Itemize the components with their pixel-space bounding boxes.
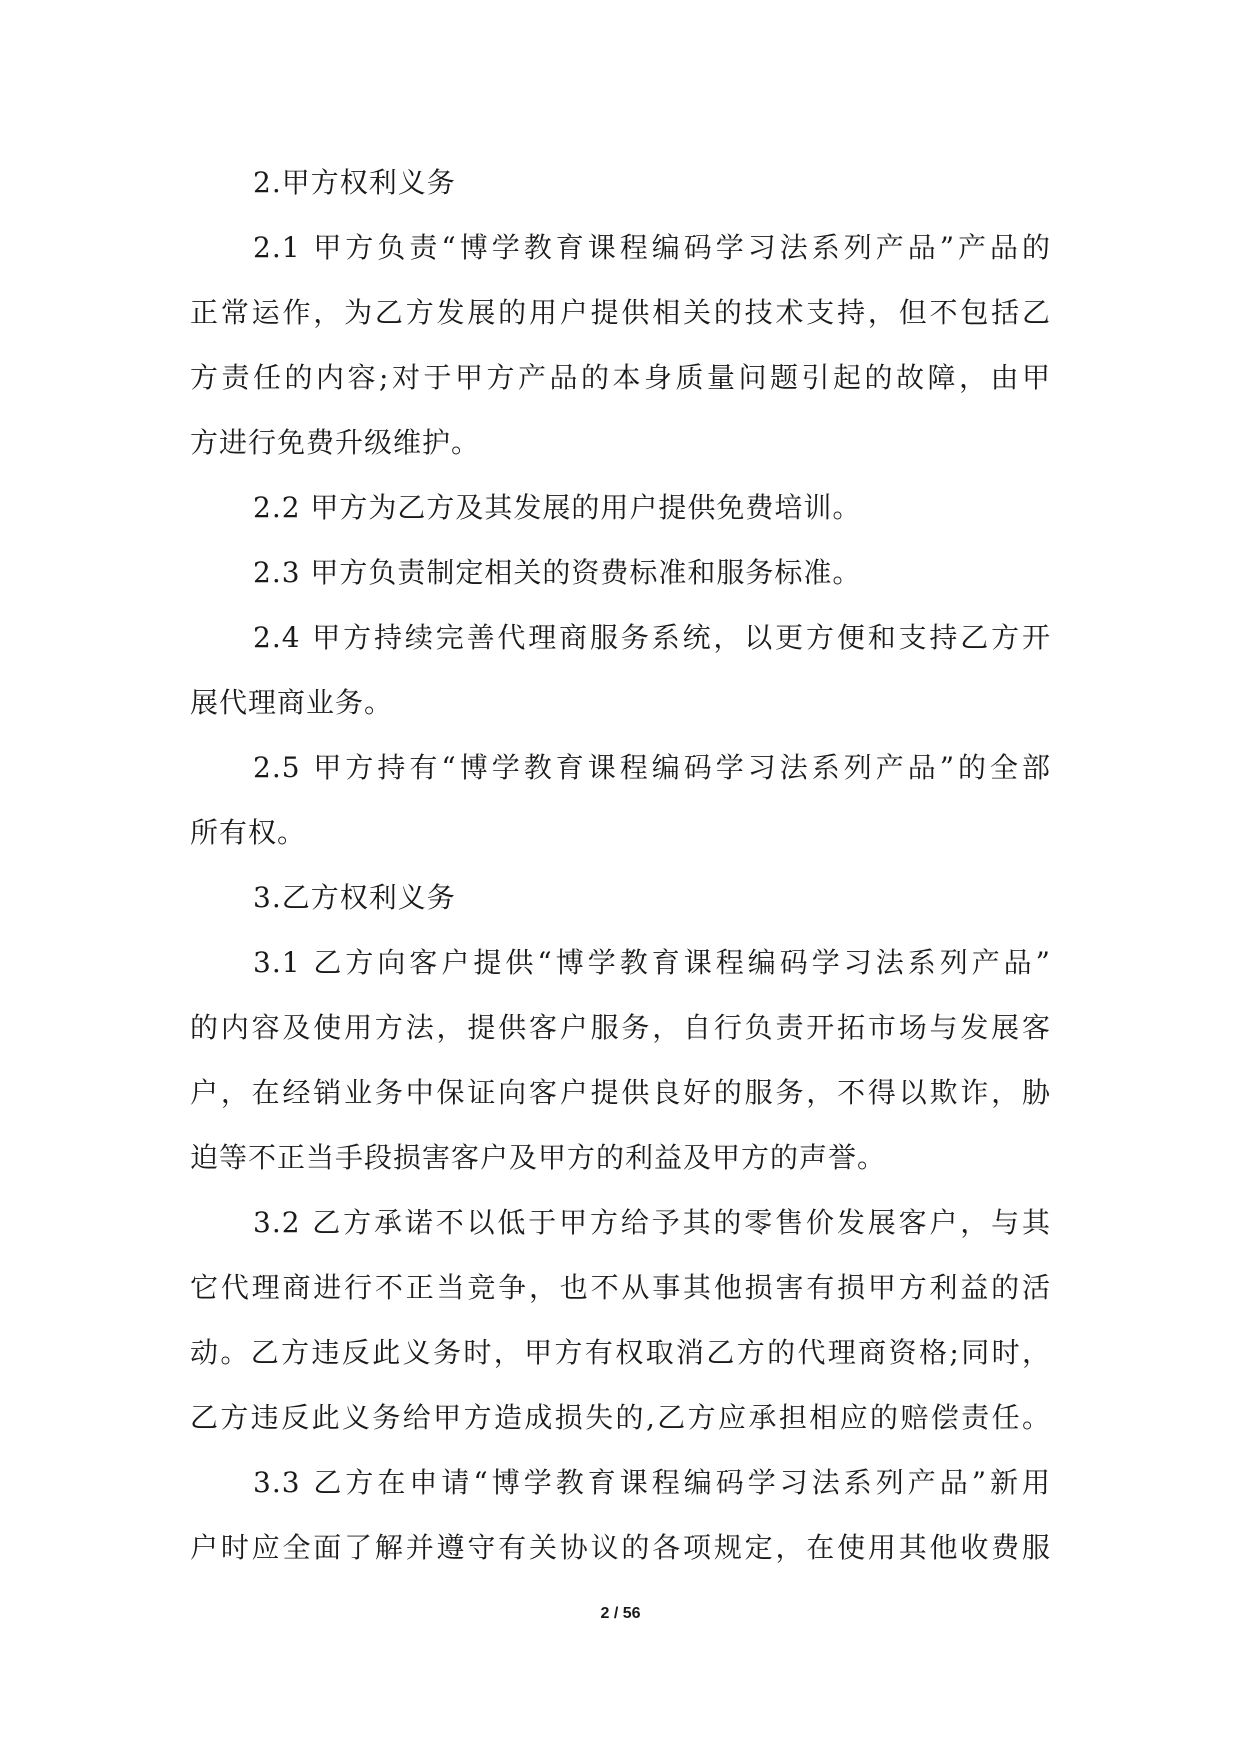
paragraph-3-1	[190, 930, 1051, 1190]
section-heading-3	[190, 865, 1051, 930]
paragraph-line: 2.甲方权利义务	[253, 166, 456, 199]
paragraph-line: 3.1 乙方向客户提供“博学教育课程编码学习法系列产品”	[253, 946, 1051, 979]
paragraph-line: 2.2 甲方为乙方及其发展的用户提供免费培训。	[253, 491, 862, 524]
paragraph-line: 2.1 甲方负责“博学教育课程编码学习法系列产品”产品的	[253, 231, 1051, 264]
paragraph-2-3	[190, 540, 1051, 605]
paragraph-line: 方进行免费升级维护。	[190, 426, 481, 459]
paragraph-2-1	[190, 215, 1051, 475]
paragraph-line: 迫等不正当手段损害客户及甲方的利益及甲方的声誉。	[190, 1141, 887, 1174]
paragraph-line: 动。乙方违反此义务时，甲方有权取消乙方的代理商资格;同时，	[190, 1336, 1051, 1369]
paragraph-line: 3.3 乙方在申请“博学教育课程编码学习法系列产品”新用	[253, 1466, 1051, 1499]
paragraph-line: 正常运作，为乙方发展的用户提供相关的技术支持，但不包括乙	[190, 296, 1051, 329]
paragraph-line: 3.乙方权利义务	[253, 881, 456, 914]
paragraph-line: 3.2 乙方承诺不以低于甲方给予其的零售价发展客户，与其	[253, 1206, 1051, 1239]
paragraph-line: 户时应全面了解并遵守有关协议的各项规定，在使用其他收费服	[190, 1531, 1051, 1564]
paragraph-3-3	[190, 1450, 1051, 1580]
paragraph-2-2	[190, 475, 1051, 540]
paragraph-line: 2.5 甲方持有“博学教育课程编码学习法系列产品”的全部	[253, 751, 1051, 784]
document-body	[190, 150, 1051, 1580]
paragraph-line: 2.4 甲方持续完善代理商服务系统，以更方便和支持乙方开	[253, 621, 1051, 654]
paragraph-line: 方责任的内容;对于甲方产品的本身质量问题引起的故障，由甲	[190, 361, 1051, 394]
paragraph-line: 乙方违反此义务给甲方造成损失的,乙方应承担相应的赔偿责任。	[190, 1401, 1051, 1434]
paragraph-line: 所有权。	[190, 816, 307, 849]
paragraph-2-5	[190, 735, 1051, 865]
paragraph-3-2	[190, 1190, 1051, 1450]
paragraph-line: 户，在经销业务中保证向客户提供良好的服务，不得以欺诈，胁	[190, 1076, 1051, 1109]
paragraph-2-4	[190, 605, 1051, 735]
page-number: 2 / 56	[600, 1605, 641, 1622]
paragraph-line: 它代理商进行不正当竞争，也不从事其他损害有损甲方利益的活	[190, 1271, 1051, 1304]
paragraph-line: 展代理商业务。	[190, 686, 394, 719]
section-heading-2	[190, 150, 1051, 215]
paragraph-line: 的内容及使用方法，提供客户服务，自行负责开拓市场与发展客	[190, 1011, 1051, 1044]
paragraph-line: 2.3 甲方负责制定相关的资费标准和服务标准。	[253, 556, 862, 589]
